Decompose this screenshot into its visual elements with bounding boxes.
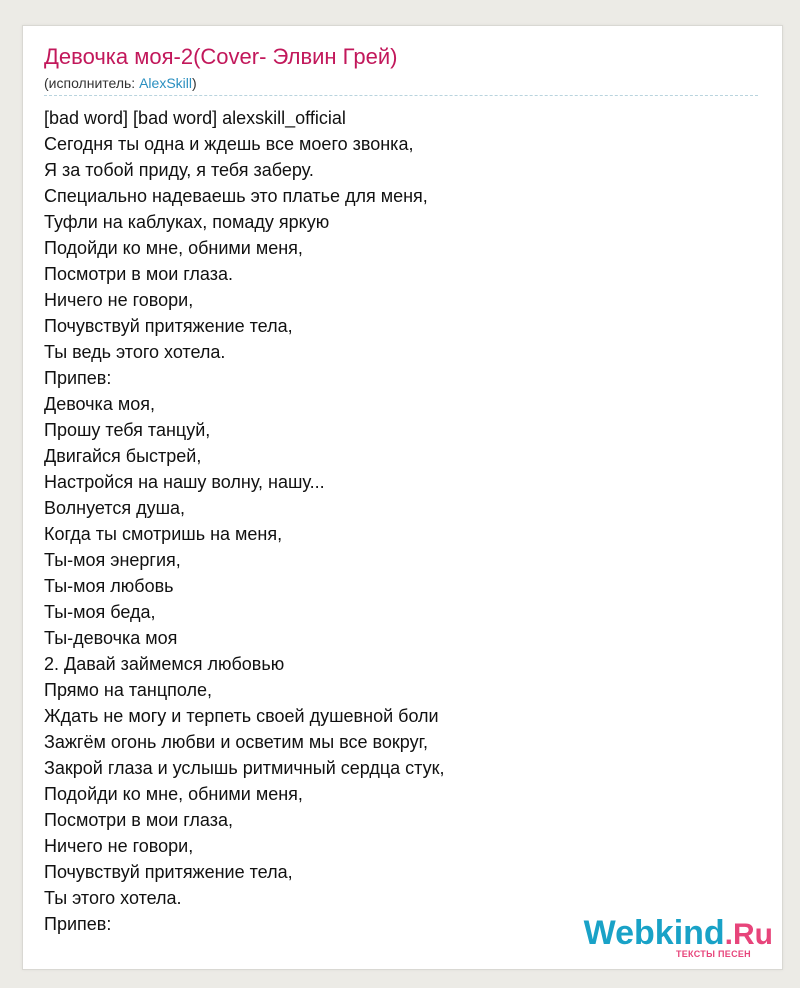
lyric-line: Настройся на нашу волну, нашу...: [44, 472, 325, 492]
lyric-line: 2. Давай займемся любовью: [44, 654, 285, 674]
lyric-line: Ничего не говори,: [44, 836, 194, 856]
lyric-line: Ты этого хотела.: [44, 888, 182, 908]
lyric-line: Сегодня ты одна и ждешь все моего звонка,: [44, 134, 414, 154]
performer-close: ): [192, 75, 197, 91]
lyric-line: Туфли на каблуках, помаду яркую: [44, 212, 330, 232]
lyric-line: Я за тобой приду, я тебя заберу.: [44, 160, 314, 180]
lyric-line: Ты ведь этого хотела.: [44, 342, 226, 362]
dashed-divider: [44, 95, 758, 96]
lyric-line: Прошу тебя танцуй,: [44, 420, 211, 440]
lyric-line: Закрой глаза и услышь ритмичный сердца стук,: [44, 758, 445, 778]
song-title: Девочка моя-2(Cover- Элвин Грей): [44, 44, 398, 69]
lyric-line: Ничего не говори,: [44, 290, 194, 310]
lyric-line: Когда ты смотришь на меня,: [44, 524, 283, 544]
lyric-line: Почувствуй притяжение тела,: [44, 316, 293, 336]
lyric-line: Специально надеваешь это платье для меня,: [44, 186, 428, 206]
logo-tld: .Ru: [724, 918, 773, 951]
performer-link[interactable]: AlexSkill: [139, 75, 192, 91]
lyric-line: Посмотри в мои глаза.: [44, 264, 233, 284]
lyric-line: Подойди ко мне, обними меня,: [44, 784, 303, 804]
lyric-line: Подойди ко мне, обними меня,: [44, 238, 303, 258]
lyrics-card: [22, 25, 783, 970]
lyric-line: Ты-моя беда,: [44, 602, 156, 622]
lyric-line: Ты-моя любовь: [44, 576, 174, 596]
lyric-line: Посмотри в мои глаза,: [44, 810, 233, 830]
lyric-line: Ждать не могу и терпеть своей душевной боли: [44, 706, 439, 726]
logo-tagline: ТЕКСТЫ ПЕСЕН: [675, 949, 751, 959]
lyric-line: Припев:: [44, 914, 112, 934]
performer-label: (исполнитель:: [44, 75, 140, 91]
lyric-line: Припев:: [44, 368, 112, 388]
performer-line: [44, 75, 197, 91]
lyric-line: Прямо на танцполе,: [44, 680, 213, 700]
lyric-line: [bad word] [bad word] alexskill_official: [44, 108, 346, 128]
lyrics-text: [44, 105, 445, 937]
lyric-line: Зажгём огонь любви и осветим мы все вокруг,: [44, 732, 428, 752]
lyric-line: Волнуется душа,: [44, 498, 186, 518]
lyric-line: Ты-моя энергия,: [44, 550, 181, 570]
logo-wordmark: [584, 915, 773, 953]
logo-name: Webkind: [583, 914, 725, 952]
lyric-line: Двигайся быстрей,: [44, 446, 202, 466]
webkind-logo[interactable]: [583, 915, 773, 963]
lyric-line: Почувствуй притяжение тела,: [44, 862, 293, 882]
lyric-line: Девочка моя,: [44, 394, 155, 414]
lyric-line: Ты-девочка моя: [44, 628, 178, 648]
